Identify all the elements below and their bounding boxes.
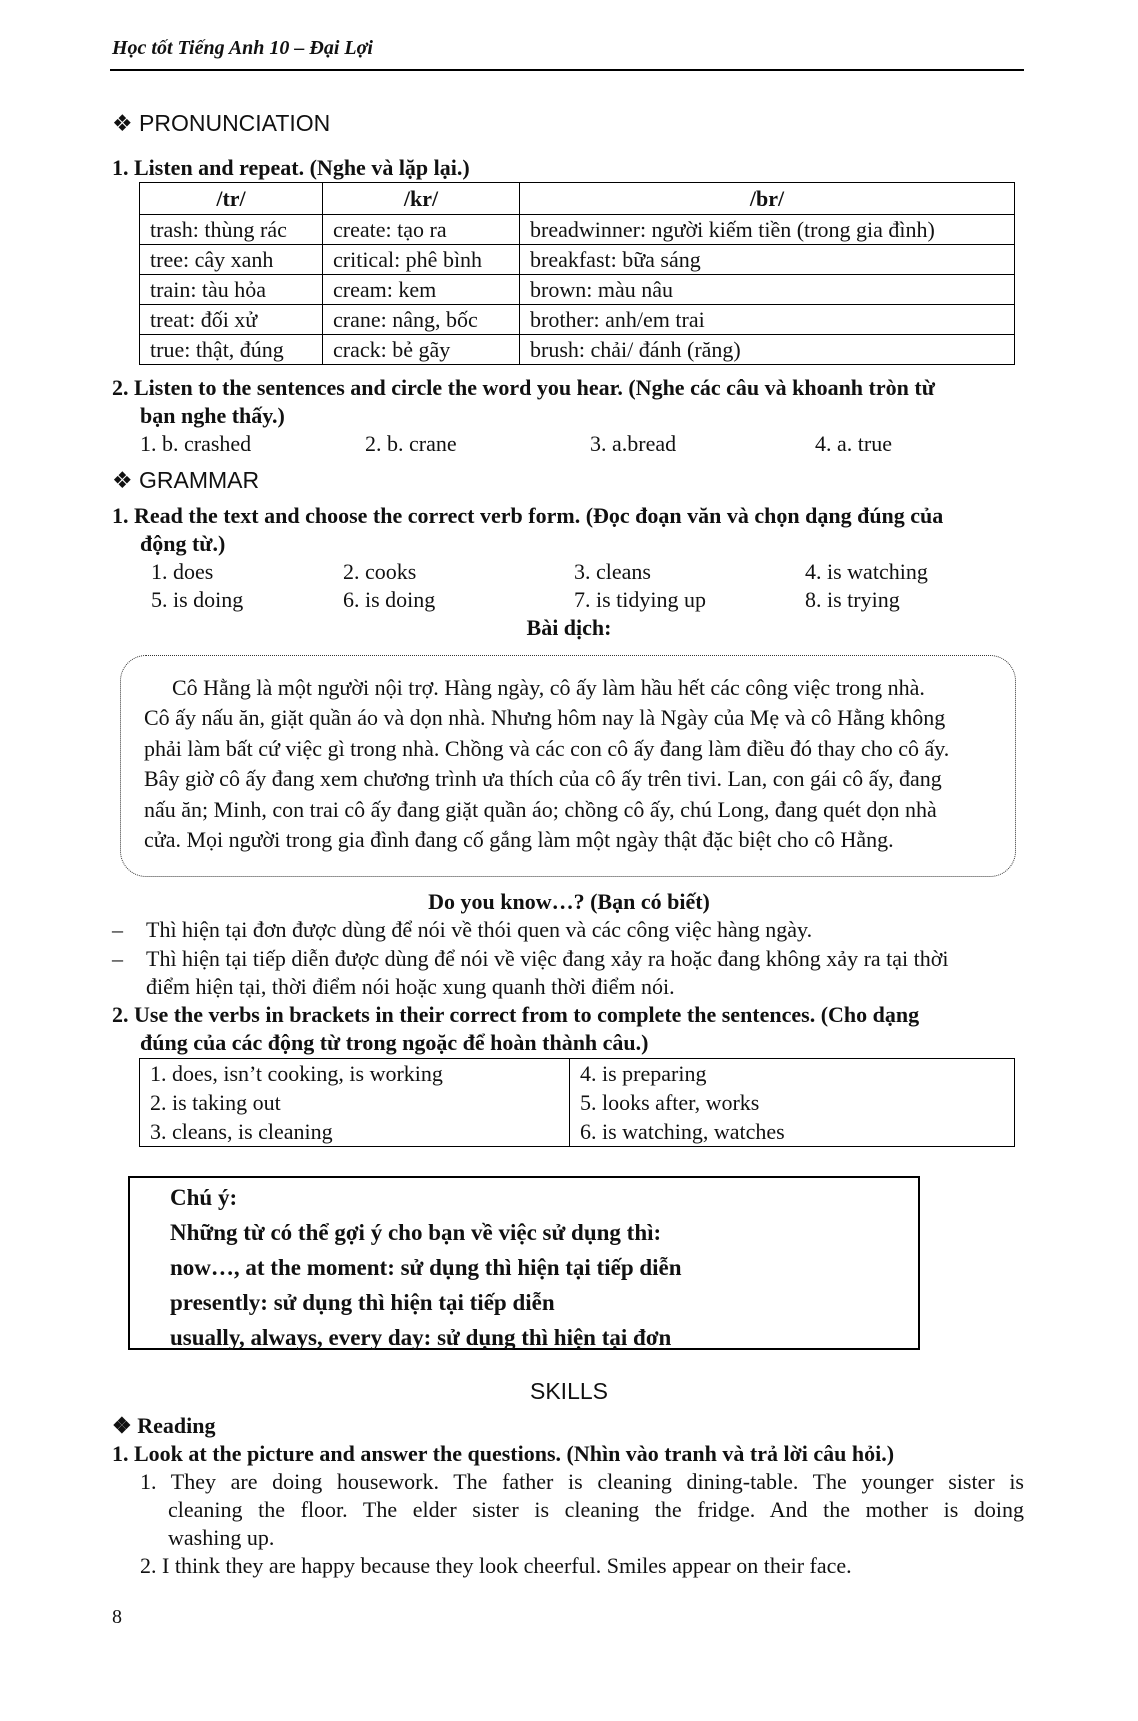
pronunciation-ex2-title-line2: bạn nghe thấy.) [140, 403, 285, 428]
table-cell: 2. is taking out [140, 1088, 570, 1117]
translation-label: Bài dịch: [526, 615, 612, 640]
table-header-cell: /br/ [520, 183, 1015, 215]
table-cell: 3. cleans, is cleaning [140, 1117, 570, 1147]
pronunciation-heading [112, 109, 330, 137]
table-cell: brother: anh/em trai [520, 305, 1015, 335]
table-row [140, 245, 1015, 275]
translation-line: Cô ấy nấu ăn, giặt quần áo và dọn nhà. Nhưng hôm nay là Ngày của Mẹ và cô Hằng không [144, 705, 946, 731]
do-you-know-title: Do you know…? (Bạn có biết) [428, 889, 710, 914]
answer-line: cleaning the floor. The elder sister is cleaning the fridge. And the mother is doing [168, 1497, 1024, 1522]
note-box [128, 1176, 920, 1350]
table-header-row [140, 183, 1015, 215]
reading-heading-text: Reading [137, 1413, 216, 1438]
answer-item: 4. is watching [805, 559, 928, 584]
answer-item: 3. a.bread [590, 431, 677, 456]
table-cell: crack: bẻ gãy [323, 335, 520, 365]
note-line: usually, always, every day: sử dụng thì hiện tại đơn [170, 1325, 672, 1350]
answer-item: 8. is trying [805, 587, 900, 612]
table-cell: breadwinner: người kiếm tiền (trong gia đình) [520, 215, 1015, 245]
table-cell: 6. is watching, watches [570, 1117, 1015, 1147]
skills-heading: SKILLS [530, 1378, 608, 1404]
answer-line: 2. I think they are happy because they look cheerful. Smiles appear on their face. [140, 1553, 852, 1578]
grammar-ex2-title-line1: 2. Use the verbs in brackets in their correct from to complete the sentences. (Cho dạng [112, 1002, 920, 1027]
header-rule [110, 69, 1024, 71]
running-header: Học tốt Tiếng Anh 10 – Đại Lợi [112, 37, 373, 59]
table-row [140, 1059, 1015, 1089]
table-cell: 4. is preparing [570, 1059, 1015, 1089]
table-cell: trash: thùng rác [140, 215, 323, 245]
table-header-cell: /tr/ [140, 183, 323, 215]
answer-item: 5. is doing [151, 587, 244, 612]
list-item-text: Thì hiện tại đơn được dùng để nói về thói quen và các công việc hàng ngày. [146, 917, 813, 942]
answer-item: 2. cooks [343, 559, 417, 584]
answer-line: 1. They are doing housework. The father is cleaning dining-table. The younger sister is [140, 1469, 1024, 1494]
table-cell: critical: phê bình [323, 245, 520, 275]
table-row [140, 1088, 1015, 1117]
grammar-heading [112, 466, 259, 494]
table-row [140, 1117, 1015, 1147]
list-item-text: điểm hiện tại, thời điểm nói hoặc xung quanh thời điểm nói. [146, 974, 675, 999]
pronunciation-heading-text: PRONUNCIATION [139, 110, 331, 136]
table-cell: brown: màu nâu [520, 275, 1015, 305]
table-row [140, 335, 1015, 365]
answer-item: 1. does [151, 559, 214, 584]
do-you-know-item [112, 916, 812, 944]
grammar-ex1-title-line1: 1. Read the text and choose the correct verb form. (Đọc đoạn văn và chọn dạng đúng của [112, 503, 944, 528]
note-line: Những từ có thể gợi ý cho bạn về việc sử dụng thì: [170, 1220, 662, 1245]
pronunciation-ex1-title: 1. Listen and repeat. (Nghe và lặp lại.) [112, 155, 470, 180]
table-cell: true: thật, đúng [140, 335, 323, 365]
translation-line: phải làm bất cứ việc gì trong nhà. Chồng và các con cô ấy đang làm điều đó thay cho cô ấy. [144, 735, 950, 761]
list-item-text: Thì hiện tại tiếp diễn được dùng để nói về việc đang xảy ra hoặc đang không xảy ra tại thời [146, 946, 949, 971]
table-cell: create: tạo ra [323, 215, 520, 245]
dash-bullet-icon: – [112, 917, 123, 942]
table-row [140, 275, 1015, 305]
translation-paragraph [144, 673, 994, 855]
answer-line: washing up. [168, 1525, 275, 1550]
reading-ex1-title: 1. Look at the picture and answer the questions. (Nhìn vào tranh và trả lời câu hỏi.) [112, 1441, 895, 1466]
dash-bullet-icon: – [112, 946, 123, 971]
grammar-ex1-title-line2: động từ.) [140, 531, 226, 556]
note-line: presently: sử dụng thì hiện tại tiếp diễn [170, 1290, 555, 1315]
translation-line: Bây giờ cô ấy đang xem chương trình ưa thích của cô ấy trên tivi. Lan, con gái cô ấy, đang [144, 766, 942, 792]
do-you-know-item [112, 945, 949, 973]
grammar-heading-text: GRAMMAR [139, 467, 260, 493]
answer-item: 2. b. crane [365, 431, 457, 456]
verb-answer-table [139, 1058, 1015, 1147]
table-cell: breakfast: bữa sáng [520, 245, 1015, 275]
table-cell: brush: chải/ đánh (răng) [520, 335, 1015, 365]
answer-item: 3. cleans [574, 559, 651, 584]
table-cell: cream: kem [323, 275, 520, 305]
pronunciation-table [139, 182, 1015, 365]
answer-item: 7. is tidying up [574, 587, 707, 612]
translation-line: cửa. Mọi người trong gia đình đang cố gắng làm một ngày thật đặc biệt cho cô Hằng. [144, 827, 894, 853]
note-title: Chú ý: [170, 1185, 238, 1210]
answer-item: 1. b. crashed [140, 431, 252, 456]
table-cell: 5. looks after, works [570, 1088, 1015, 1117]
reading-heading [112, 1412, 215, 1440]
diamond-bullet-icon: ❖ [112, 1413, 132, 1438]
table-cell: treat: đối xử [140, 305, 323, 335]
table-cell: crane: nâng, bốc [323, 305, 520, 335]
table-row [140, 215, 1015, 245]
table-cell: 1. does, isn’t cooking, is working [140, 1059, 570, 1089]
pronunciation-ex2-title-line1: 2. Listen to the sentences and circle the word you hear. (Nghe các câu và khoanh tròn từ [112, 375, 935, 400]
diamond-bullet-icon: ❖ [112, 110, 133, 136]
page-number: 8 [112, 1606, 122, 1628]
answer-item: 4. a. true [815, 431, 892, 456]
table-cell: train: tàu hỏa [140, 275, 323, 305]
note-line: now…, at the moment: sử dụng thì hiện tại tiếp diễn [170, 1255, 682, 1280]
table-cell: tree: cây xanh [140, 245, 323, 275]
diamond-bullet-icon: ❖ [112, 467, 133, 493]
translation-line: Cô Hằng là một người nội trợ. Hàng ngày, cô ấy làm hầu hết các công việc trong nhà. [172, 675, 925, 700]
table-header-cell: /kr/ [323, 183, 520, 215]
table-row [140, 305, 1015, 335]
answer-item: 6. is doing [343, 587, 436, 612]
translation-line: nấu ăn; Minh, con trai cô ấy đang giặt quần áo; chồng cô ấy, chú Long, đang quét dọn nhà [144, 796, 937, 822]
grammar-ex2-title-line2: đúng của các động từ trong ngoặc để hoàn thành câu.) [140, 1030, 649, 1055]
